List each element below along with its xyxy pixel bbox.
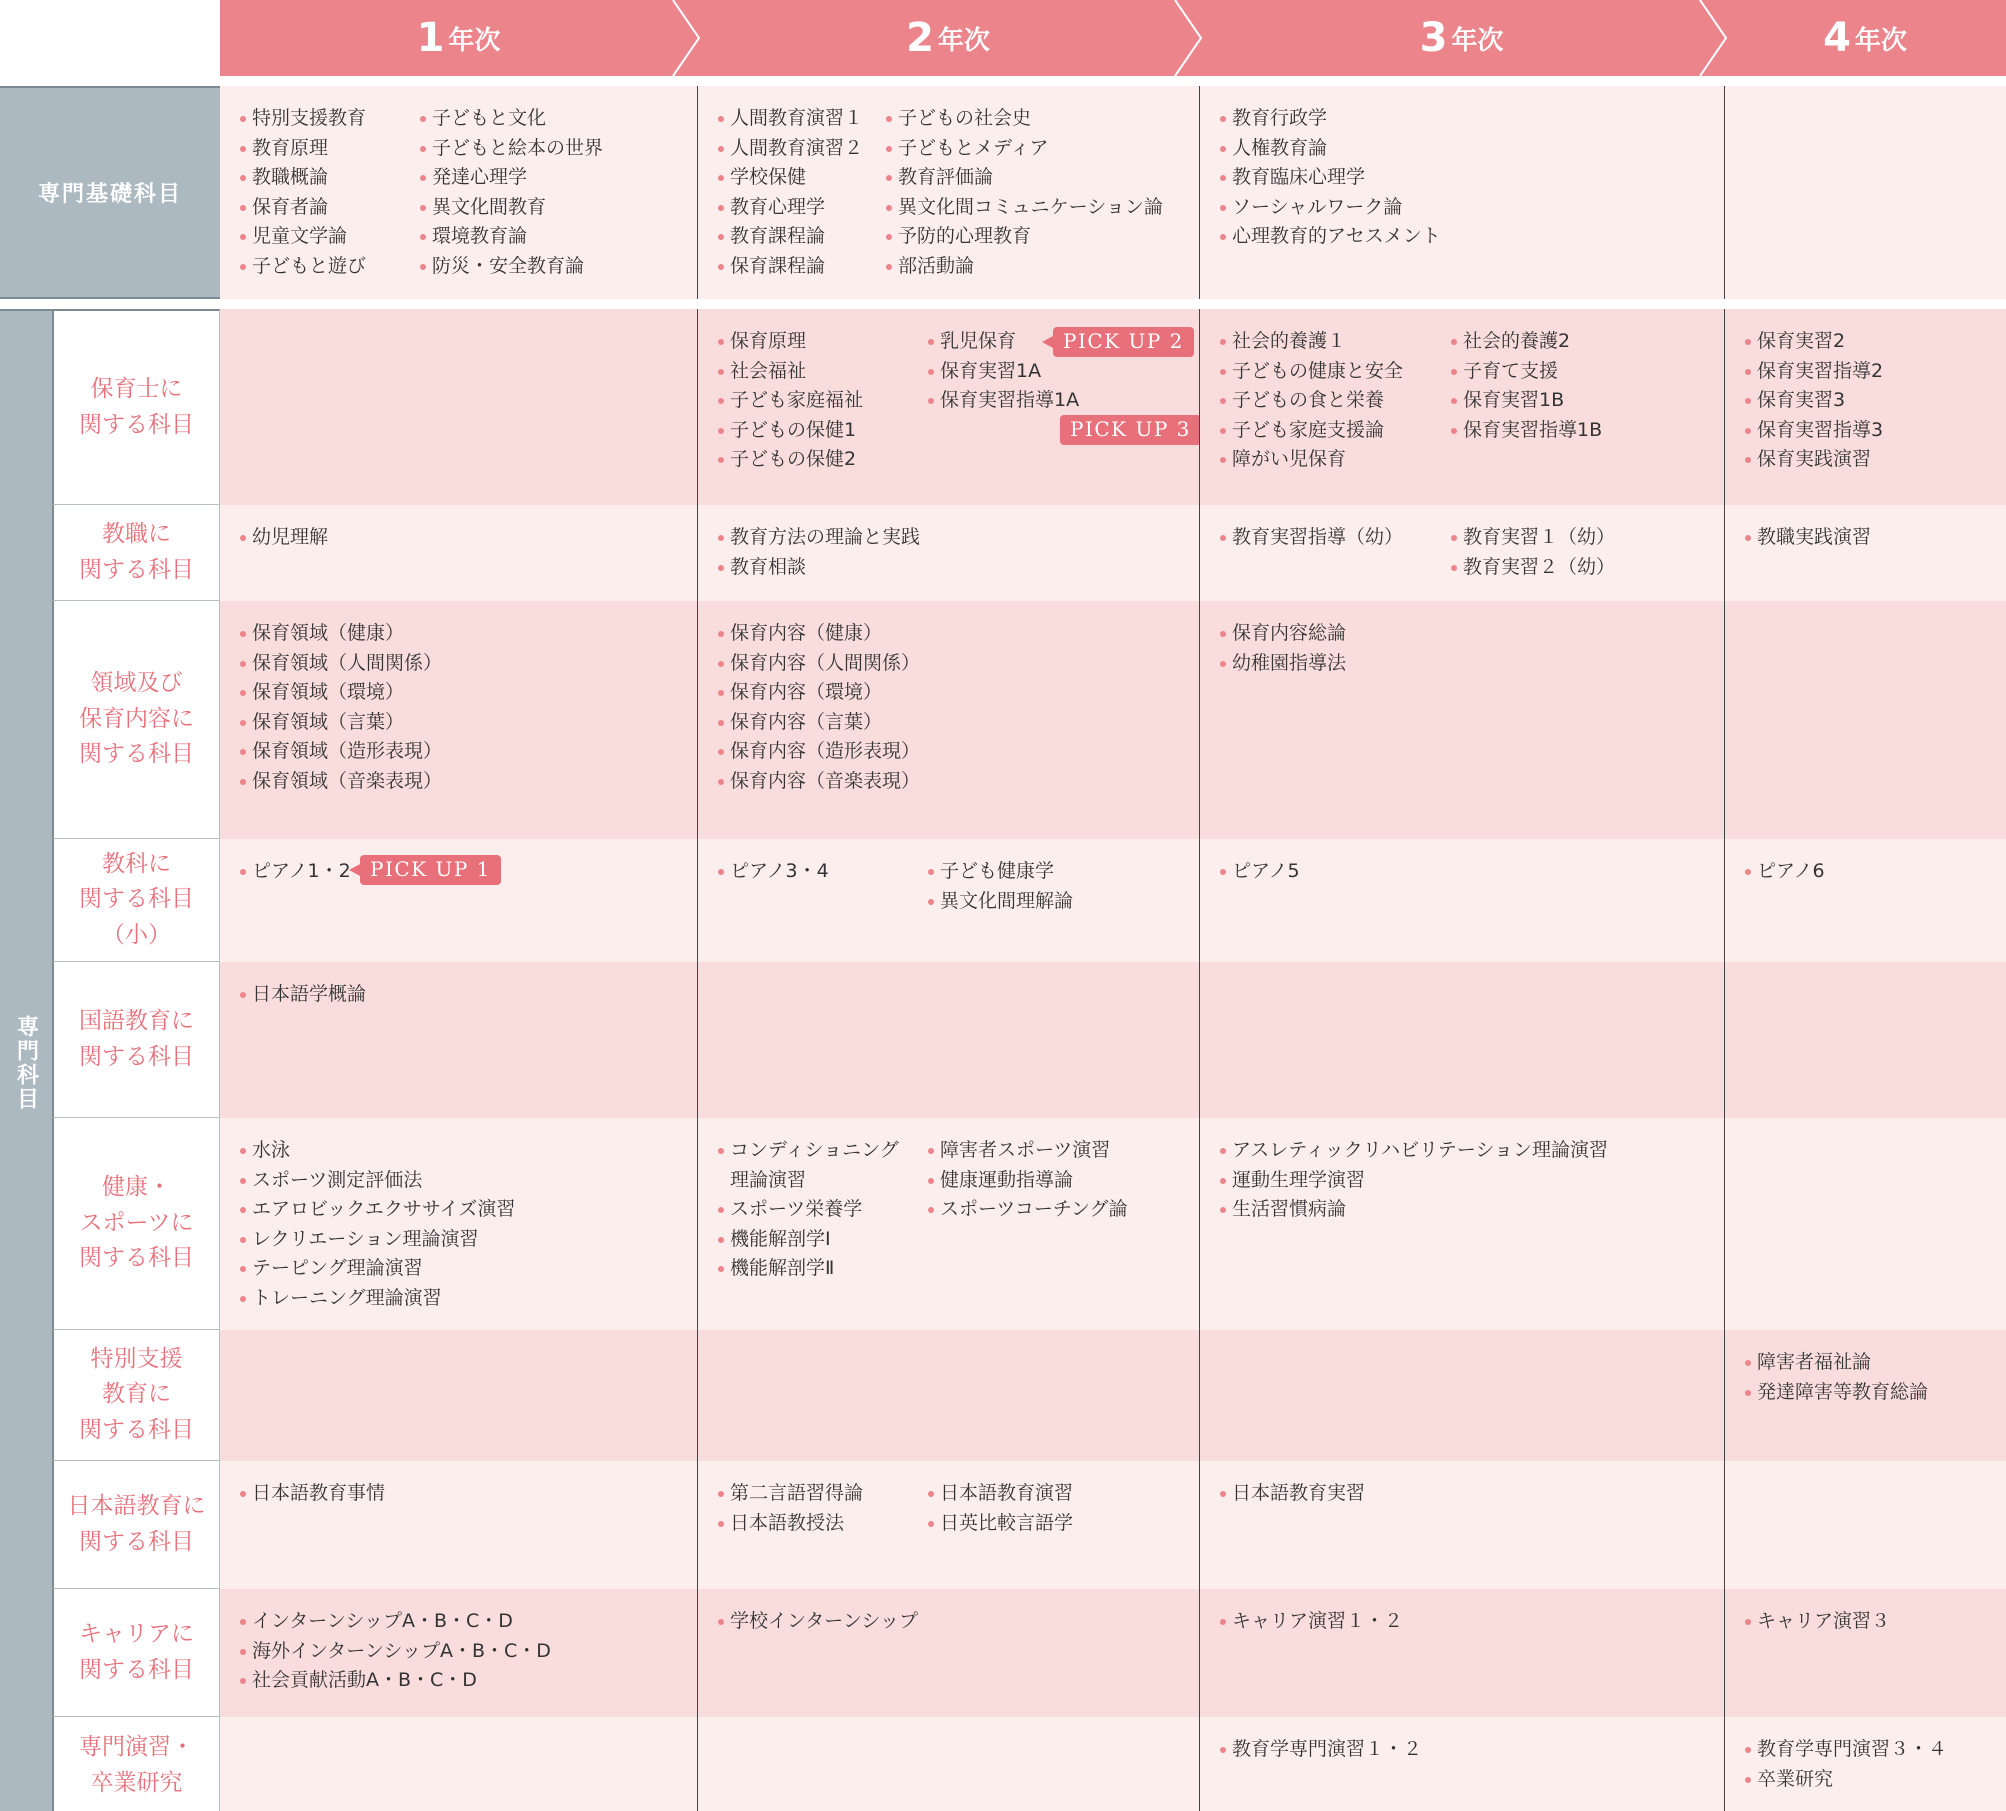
pickup-2-tag[interactable]: PICK UP 2 xyxy=(1053,327,1194,357)
career-year3 xyxy=(1199,1589,1724,1717)
course-item: ソーシャルワーク論 xyxy=(1220,193,1724,223)
course-item: 子どもの保健1 xyxy=(718,416,928,446)
kokugo-year4 xyxy=(1724,962,2006,1118)
kiso-label: 専門基礎科目 xyxy=(0,86,220,299)
pickup-3-tag[interactable]: PICK UP 3 xyxy=(1060,415,1201,445)
hoikushi-year4 xyxy=(1724,309,2006,505)
enshu-year4 xyxy=(1724,1717,2006,1811)
year-unit: 年次 xyxy=(937,25,990,56)
kiso-year3 xyxy=(1199,86,1724,299)
course-item: 保育内容（環境） xyxy=(718,678,1199,708)
row-label-kyoka: 教科に 関する科目 （小） xyxy=(52,839,220,962)
nihongo-year3 xyxy=(1199,1461,1724,1589)
course-item: 教育行政学 xyxy=(1220,104,1724,134)
course-item: 子どもと文化 xyxy=(420,104,603,134)
kenko-year1 xyxy=(220,1118,697,1330)
course-item: 日本語教育実習 xyxy=(1220,1479,1724,1509)
kenko-year4 xyxy=(1724,1118,2006,1330)
course-item: スポーツ測定評価法 xyxy=(240,1166,697,1196)
row-label-kyoshoku: 教職に 関する科目 xyxy=(52,505,220,601)
course-item: 教育相談 xyxy=(718,553,1199,583)
course-item: 日本語学概論 xyxy=(240,980,697,1010)
year-header-2 xyxy=(697,0,1199,76)
course-item: 社会貢献活動A・B・C・D xyxy=(240,1666,697,1696)
kyoshoku-year3 xyxy=(1199,505,1724,601)
course-item: 保育内容総論 xyxy=(1220,619,1724,649)
row-label-nihongo: 日本語教育に 関する科目 xyxy=(52,1461,220,1589)
course-item: 保育領域（人間関係） xyxy=(240,649,697,679)
course-item: 教職実践演習 xyxy=(1745,523,2006,553)
course-item: エアロビックエクササイズ演習 xyxy=(240,1195,697,1225)
course-item: 防災・安全教育論 xyxy=(420,252,603,282)
course-item: 幼児理解 xyxy=(240,523,697,553)
career-year1 xyxy=(220,1589,697,1717)
course-item: 海外インターンシップA・B・C・D xyxy=(240,1637,697,1667)
course-item: 教育実習１（幼） xyxy=(1451,523,1615,553)
course-item: 乳児保育 xyxy=(928,327,1079,357)
course-item: キャリア演習３ xyxy=(1745,1607,2006,1637)
kyoshoku-year4 xyxy=(1724,505,2006,601)
course-item: 保育実習2 xyxy=(1745,327,2006,357)
course-item: 学校保健 xyxy=(718,163,886,193)
pickup-1-tag[interactable]: PICK UP 1 xyxy=(360,855,501,885)
course-item: 子ども家庭支援論 xyxy=(1220,416,1451,446)
course-item: 保育内容（人間関係） xyxy=(718,649,1199,679)
course-item: 保育実習指導1B xyxy=(1451,416,1602,446)
course-item: 健康運動指導論 xyxy=(928,1166,1128,1196)
course-item: アスレティックリハビリテーション理論演習 xyxy=(1220,1136,1724,1166)
nihongo-year1 xyxy=(220,1461,697,1589)
course-item: 子どもの健康と安全 xyxy=(1220,357,1451,387)
header-corner xyxy=(0,0,220,76)
kyoka-year1 xyxy=(220,839,697,962)
course-item: ピアノ3・4 xyxy=(718,857,928,887)
course-item: 保育内容（音楽表現） xyxy=(718,767,1199,797)
nihongo-year4 xyxy=(1724,1461,2006,1589)
course-item: レクリエーション理論演習 xyxy=(240,1225,697,1255)
course-item: 教育実習２（幼） xyxy=(1451,553,1615,583)
chevron-divider-icon xyxy=(671,0,701,76)
course-item: 教育原理 xyxy=(240,134,420,164)
year-number: 1 xyxy=(416,15,445,61)
enshu-year1 xyxy=(220,1717,697,1811)
course-item: 保育実習1B xyxy=(1451,386,1602,416)
course-item: 保育内容（造形表現） xyxy=(718,737,1199,767)
career-year2 xyxy=(697,1589,1199,1717)
year-header-4 xyxy=(1724,0,2006,76)
course-item: 人権教育論 xyxy=(1220,134,1724,164)
course-item: 保育領域（環境） xyxy=(240,678,697,708)
course-item: 保育実習指導3 xyxy=(1745,416,2006,446)
course-item: 第二言語習得論 xyxy=(718,1479,928,1509)
course-item: 人間教育演習１ xyxy=(718,104,886,134)
course-item: 子ども家庭福祉 xyxy=(718,386,928,416)
course-item: 人間教育演習２ xyxy=(718,134,886,164)
course-item: スポーツ栄養学 xyxy=(718,1195,928,1225)
row-label-kenko: 健康・ スポーツに 関する科目 xyxy=(52,1118,220,1330)
course-item: 障害者福祉論 xyxy=(1745,1348,2006,1378)
year-number: 3 xyxy=(1419,15,1448,61)
kiso-year4 xyxy=(1724,86,2006,299)
enshu-year2 xyxy=(697,1717,1199,1811)
course-item: インターンシップA・B・C・D xyxy=(240,1607,697,1637)
row-label-ryoiki: 領域及び 保育内容に 関する科目 xyxy=(52,601,220,839)
course-item: 保育領域（言葉） xyxy=(240,708,697,738)
kyoshoku-year1 xyxy=(220,505,697,601)
kyoka-year2 xyxy=(697,839,1199,962)
course-item: 保育実習指導2 xyxy=(1745,357,2006,387)
course-item: 機能解剖学Ⅰ xyxy=(718,1225,928,1255)
course-item: 社会福祉 xyxy=(718,357,928,387)
course-item: 教育課程論 xyxy=(718,222,886,252)
course-item: 保育課程論 xyxy=(718,252,886,282)
course-item: 機能解剖学Ⅱ xyxy=(718,1254,928,1284)
year-number: 4 xyxy=(1823,15,1851,61)
course-item: 異文化間教育 xyxy=(420,193,603,223)
hoikushi-year1 xyxy=(220,309,697,505)
course-item: 環境教育論 xyxy=(420,222,603,252)
course-item: 子どもの保健2 xyxy=(718,445,928,475)
course-item: 教育方法の理論と実践 xyxy=(718,523,1199,553)
tokubetsu-year2 xyxy=(697,1330,1199,1461)
course-item: 保育原理 xyxy=(718,327,928,357)
course-item: 特別支援教育 xyxy=(240,104,420,134)
course-item: 子どもと遊び xyxy=(240,252,420,282)
ryoiki-year3 xyxy=(1199,601,1724,839)
nihongo-year2 xyxy=(697,1461,1199,1589)
course-item: 部活動論 xyxy=(886,252,1163,282)
course-item: 教育実習指導（幼） xyxy=(1220,523,1451,553)
course-item: 教育学専門演習３・４ xyxy=(1745,1735,2006,1765)
course-item: 異文化間コミュニケーション論 xyxy=(886,193,1163,223)
kyoshoku-year2 xyxy=(697,505,1199,601)
course-item: 予防的心理教育 xyxy=(886,222,1163,252)
course-item: 子どもの食と栄養 xyxy=(1220,386,1451,416)
course-item: 保育内容（健康） xyxy=(718,619,1199,649)
chevron-divider-icon xyxy=(1698,0,1728,76)
course-item: 保育実習指導1A xyxy=(928,386,1079,416)
year-header-1 xyxy=(220,0,697,76)
course-item: 発達障害等教育総論 xyxy=(1745,1378,2006,1408)
kyoka-year3 xyxy=(1199,839,1724,962)
row-label-enshu: 専門演習・ 卒業研究 xyxy=(52,1717,220,1811)
chevron-divider-icon xyxy=(1173,0,1203,76)
course-item: 保育領域（音楽表現） xyxy=(240,767,697,797)
course-item: 保育実践演習 xyxy=(1745,445,2006,475)
course-item: 日本語教授法 xyxy=(718,1509,928,1539)
course-item: ピアノ5 xyxy=(1220,857,1724,887)
course-item: 社会的養護2 xyxy=(1451,327,1602,357)
course-item: 社会的養護１ xyxy=(1220,327,1451,357)
course-item: 学校インターンシップ xyxy=(718,1607,1199,1637)
course-item: 保育者論 xyxy=(240,193,420,223)
course-item: 保育実習3 xyxy=(1745,386,2006,416)
career-year4 xyxy=(1724,1589,2006,1717)
kokugo-year2 xyxy=(697,962,1199,1118)
course-item: 保育領域（健康） xyxy=(240,619,697,649)
row-label-hoikushi: 保育士に 関する科目 xyxy=(52,309,220,505)
course-item: 子どもとメディア xyxy=(886,134,1163,164)
kiso-year1 xyxy=(220,86,697,299)
ryoiki-year2 xyxy=(697,601,1199,839)
course-item: スポーツコーチング論 xyxy=(928,1195,1128,1225)
course-item: 教育心理学 xyxy=(718,193,886,223)
course-item: 日本語教育演習 xyxy=(928,1479,1073,1509)
row-label-tokubetsu: 特別支援 教育に 関する科目 xyxy=(52,1330,220,1461)
course-item: 教育臨床心理学 xyxy=(1220,163,1724,193)
kenko-year2 xyxy=(697,1118,1199,1330)
year-number: 2 xyxy=(906,15,934,61)
year-unit: 年次 xyxy=(1451,25,1504,56)
course-item: 運動生理学演習 xyxy=(1220,1166,1724,1196)
course-item: テーピング理論演習 xyxy=(240,1254,697,1284)
course-item: ピアノ1・2 xyxy=(240,857,697,887)
course-item: 子ども健康学 xyxy=(928,857,1073,887)
hoikushi-year3 xyxy=(1199,309,1724,505)
course-item: 心理教育的アセスメント xyxy=(1220,222,1724,252)
course-item: 子どもと絵本の世界 xyxy=(420,134,603,164)
kyoka-year4 xyxy=(1724,839,2006,962)
course-item: 保育領域（造形表現） xyxy=(240,737,697,767)
row-label-kokugo: 国語教育に 関する科目 xyxy=(52,962,220,1118)
course-item: 教育評価論 xyxy=(886,163,1163,193)
year-unit: 年次 xyxy=(1854,25,1907,56)
tokubetsu-year4 xyxy=(1724,1330,2006,1461)
row-label-career: キャリアに 関する科目 xyxy=(52,1589,220,1717)
course-item: 保育実習1A xyxy=(928,357,1079,387)
course-item: 卒業研究 xyxy=(1745,1765,2006,1795)
senmon-label: 専門科目 xyxy=(0,309,52,1811)
course-item: 日本語教育事情 xyxy=(240,1479,697,1509)
course-item: ピアノ6 xyxy=(1745,857,2006,887)
kenko-year3 xyxy=(1199,1118,1724,1330)
course-item: 幼稚園指導法 xyxy=(1220,649,1724,679)
course-item: 障害者スポーツ演習 xyxy=(928,1136,1128,1166)
kiso-year2 xyxy=(697,86,1199,299)
tokubetsu-year3 xyxy=(1199,1330,1724,1461)
course-item: 児童文学論 xyxy=(240,222,420,252)
course-item: キャリア演習１・２ xyxy=(1220,1607,1724,1637)
course-item: トレーニング理論演習 xyxy=(240,1284,697,1314)
year-unit: 年次 xyxy=(448,25,501,56)
course-item: 生活習慣病論 xyxy=(1220,1195,1724,1225)
course-item: 異文化間理解論 xyxy=(928,887,1073,917)
course-item: 子どもの社会史 xyxy=(886,104,1163,134)
kokugo-year3 xyxy=(1199,962,1724,1118)
course-item: 教職概論 xyxy=(240,163,420,193)
course-item: 障がい児保育 xyxy=(1220,445,1451,475)
year-header-3 xyxy=(1199,0,1724,76)
ryoiki-year1 xyxy=(220,601,697,839)
course-item: 発達心理学 xyxy=(420,163,603,193)
kokugo-year1 xyxy=(220,962,697,1118)
course-item: 水泳 xyxy=(240,1136,697,1166)
course-item: 保育内容（言葉） xyxy=(718,708,1199,738)
course-item: 日英比較言語学 xyxy=(928,1509,1073,1539)
course-item: コンディショニング 理論演習 xyxy=(718,1136,928,1195)
course-item: 教育学専門演習１・２ xyxy=(1220,1735,1724,1765)
enshu-year3 xyxy=(1199,1717,1724,1811)
tokubetsu-year1 xyxy=(220,1330,697,1461)
hoikushi-year2 xyxy=(697,309,1199,505)
course-item: 子育て支援 xyxy=(1451,357,1602,387)
ryoiki-year4 xyxy=(1724,601,2006,839)
